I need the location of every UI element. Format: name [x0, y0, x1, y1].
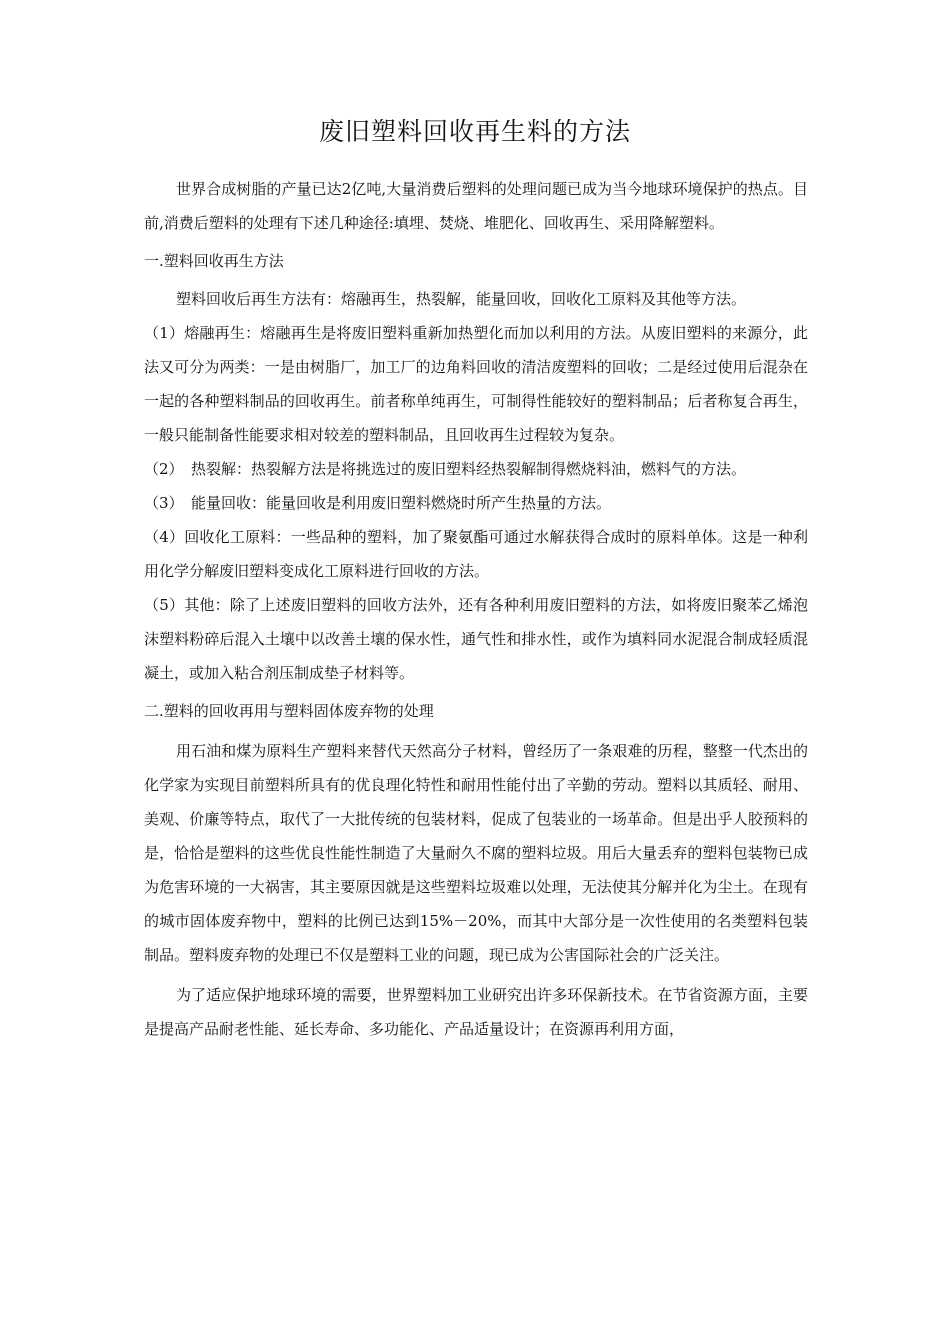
method-item-other: （5）其他：除了上述废旧塑料的回收方法外，还有各种利用废旧塑料的方法，如将废旧聚苯乙烯泡沫塑料粉碎后混入土壤中以改善土壤的保水性，通气性和排水性，或作为填料同水泥混合制成轻质混凝土，或加入粘合剂压制成垫子材料等。 [144, 596, 808, 682]
document-body [144, 172, 808, 1046]
intro-paragraph: 世界合成树脂的产量已达2亿吨,大量消费后塑料的处理问题已成为当今地球环境保护的热点。目前,消费后塑料的处理有下述几种途径:填埋、焚烧、堆肥化、回收再生、采用降解塑料。 [144, 180, 808, 232]
method-item-pyrolysis: （2） 热裂解：热裂解方法是将挑选过的废旧塑料经热裂解制得燃烧料油，燃料气的方法。 [144, 460, 747, 478]
method-item-melt-recycling: （1）熔融再生：熔融再生是将废旧塑料重新加热塑化而加以利用的方法。从废旧塑料的来源分，此法又可分为两类：一是由树脂厂，加工厂的边角料回收的清洁废塑料的回收；二是经过使用后混杂在一起的各种塑料制品的回收再生。前者称单纯再生，可制得性能较好的塑料制品；后者称复合再生，一般只能制备性能要求相对较差的塑料制品，且回收再生过程较为复杂。 [144, 324, 808, 444]
section2-paragraph: 为了适应保护地球环境的需要，世界塑料加工业研究出许多环保新技术。在节省资源方面，主要是提高产品耐老性能、延长寿命、多功能化、产品适量设计；在资源再利用方面， [144, 986, 808, 1038]
section2-paragraph: 用石油和煤为原料生产塑料来替代天然高分子材料，曾经历了一条艰难的历程，整整一代杰出的化学家为实现目前塑料所具有的优良理化特性和耐用性能付出了辛勤的劳动。塑料以其质轻、耐用、美观、价廉等特点，取代了一大批传统的包装材料，促成了包装业的一场革命。但是出乎人胶预料的是，恰恰是塑料的这些优良性能性制造了大量耐久不腐的塑料垃圾。用后大量丢弃的塑料包装物已成为危害环境的一大祸害，其主要原因就是这些塑料垃圾难以处理，无法使其分解并化为尘土。在现有的城市固体废弃物中，塑料的比例已达到15%－20%，而其中大部分是一次性使用的名类塑料包装制品。塑料废弃物的处理已不仅是塑料工业的问题，现已成为公害国际社会的广泛关注。 [144, 742, 808, 964]
section-heading-2: 二.塑料的回收再用与塑料固体废弃物的处理 [144, 702, 434, 720]
section1-lead-paragraph: 塑料回收后再生方法有：熔融再生，热裂解，能量回收，回收化工原料及其他等方法。 [176, 290, 747, 308]
document-title: 废旧塑料回收再生料的方法 [318, 117, 631, 146]
method-item-energy-recovery: （3） 能量回收：能量回收是利用废旧塑料燃烧时所产生热量的方法。 [144, 494, 612, 512]
section-heading-1: 一.塑料回收再生方法 [144, 252, 284, 270]
method-item-chemical-feedstock: （4）回收化工原料：一些品种的塑料，加了聚氨酯可通过水解获得合成时的原料单体。这是一种利用化学分解废旧塑料变成化工原料进行回收的方法。 [144, 528, 808, 580]
